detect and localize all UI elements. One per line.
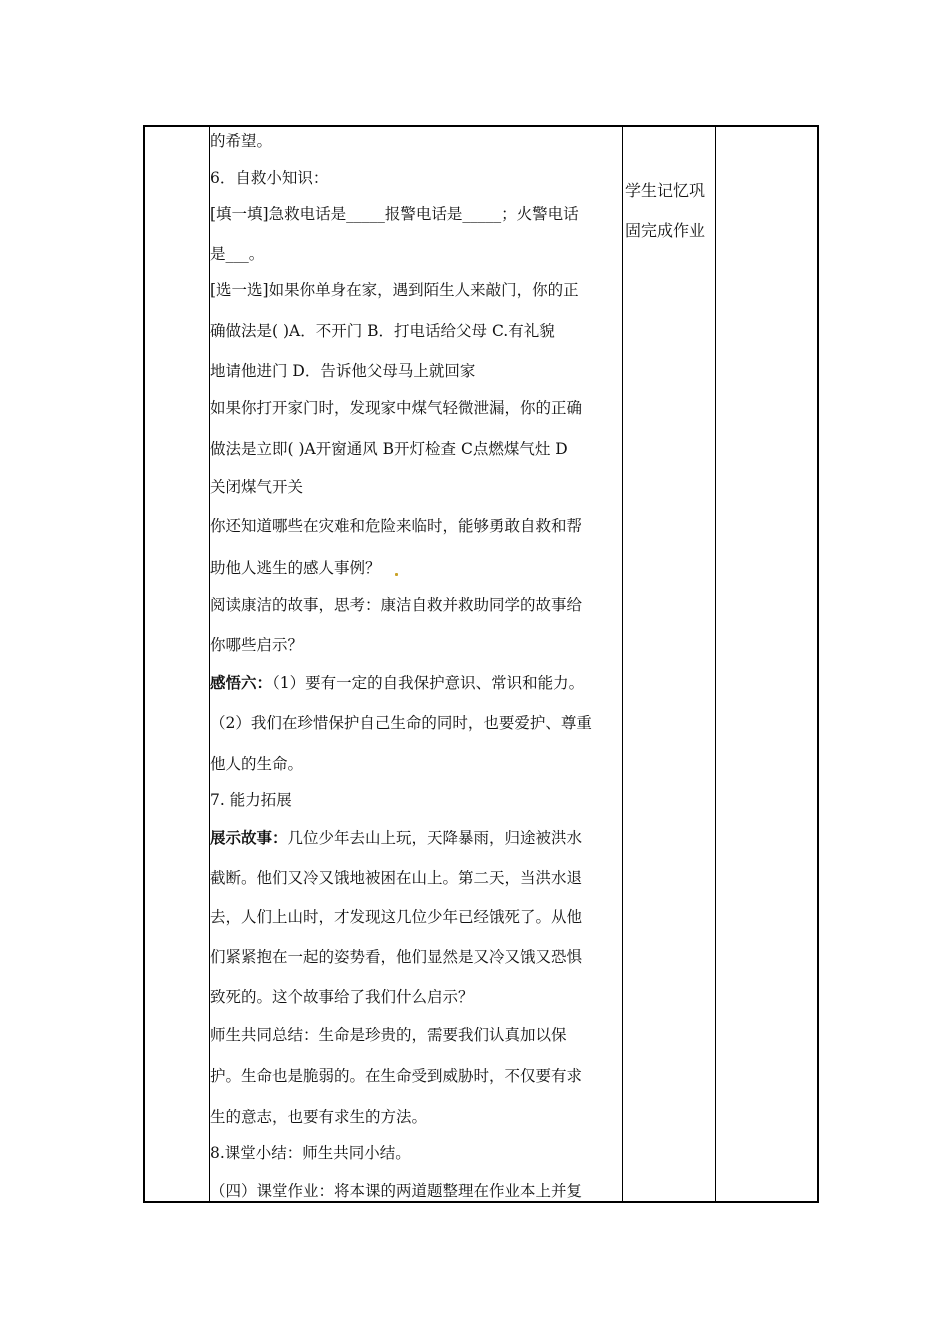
column-divider-2 [622,127,623,1201]
lesson-table [143,125,819,1203]
content-line: 去，人们上山时，才发现这几位少年已经饿死了。从他 [210,908,583,926]
story-line [210,828,582,848]
content-line: [选一选]如果你单身在家，遇到陌生人来敲门，你的正 [210,281,579,299]
content-line: 8.课堂小结：师生共同小结。 [210,1144,411,1162]
insight-six-label: 感悟六： [210,673,273,692]
content-line: 助他人逃生的感人事例？ [210,559,381,577]
content-line: 阅读康洁的故事，思考：康洁自救并救助同学的故事给 [210,596,583,614]
content-line: 致死的。这个故事给了我们什么启示？ [210,988,474,1006]
column-divider-3 [715,127,716,1201]
stray-mark [395,573,398,576]
content-line: 是___。 [210,245,265,263]
content-line: 地请他进门 D．告诉他父母马上就回家 [210,362,476,380]
content-line: 他人的生命。 [210,755,304,773]
story-label: 展示故事： [210,828,288,847]
insight-six-text: （1）要有一定的自我保护意识、常识和能力。 [272,674,585,692]
content-line: 们紧紧抱在一起的姿势看，他们显然是又冷又饿又恐惧 [210,948,583,966]
content-line: 如果你打开家门时，发现家中煤气轻微泄漏，你的正确 [210,399,583,417]
insight-six-line [210,673,584,693]
activity-line: 固完成作业 [625,221,706,240]
content-line: 做法是立即( )A开窗通风 B开灯检查 C点燃煤气灶 D [210,440,568,458]
content-line: 你哪些启示？ [210,636,304,654]
content-line: 截断。他们又冷又饿地被困在山上。第二天，当洪水退 [210,869,583,887]
content-line: 关闭煤气开关 [210,478,304,496]
content-line: （2）我们在珍惜保护自己生命的同时，也要爱护、尊重 [210,714,592,732]
content-line: 7. 能力拓展 [210,791,292,809]
content-line: 生的意志，也要有求生的方法。 [210,1108,428,1126]
content-line: （四）课堂作业：将本课的两道题整理在作业本上并复 [210,1182,583,1200]
content-line: 你还知道哪些在灾难和危险来临时，能够勇敢自救和帮 [210,517,583,535]
content-line: 护。生命也是脆弱的。在生命受到威胁时，不仅要有求 [210,1067,583,1085]
activity-line: 学生记忆巩 [625,181,706,200]
content-line: 6．自救小知识： [210,169,329,187]
content-line: 确做法是( )A．不开门 B．打电话给父母 C.有礼貌 [210,322,555,340]
content-line: [填一填]急救电话是_____报警电话是_____；火警电话 [210,205,579,223]
content-line: 的希望。 [210,132,273,150]
story-text: 几位少年去山上玩，天降暴雨，归途被洪水 [287,829,583,847]
content-line: 师生共同总结：生命是珍贵的，需要我们认真加以保 [210,1026,567,1044]
